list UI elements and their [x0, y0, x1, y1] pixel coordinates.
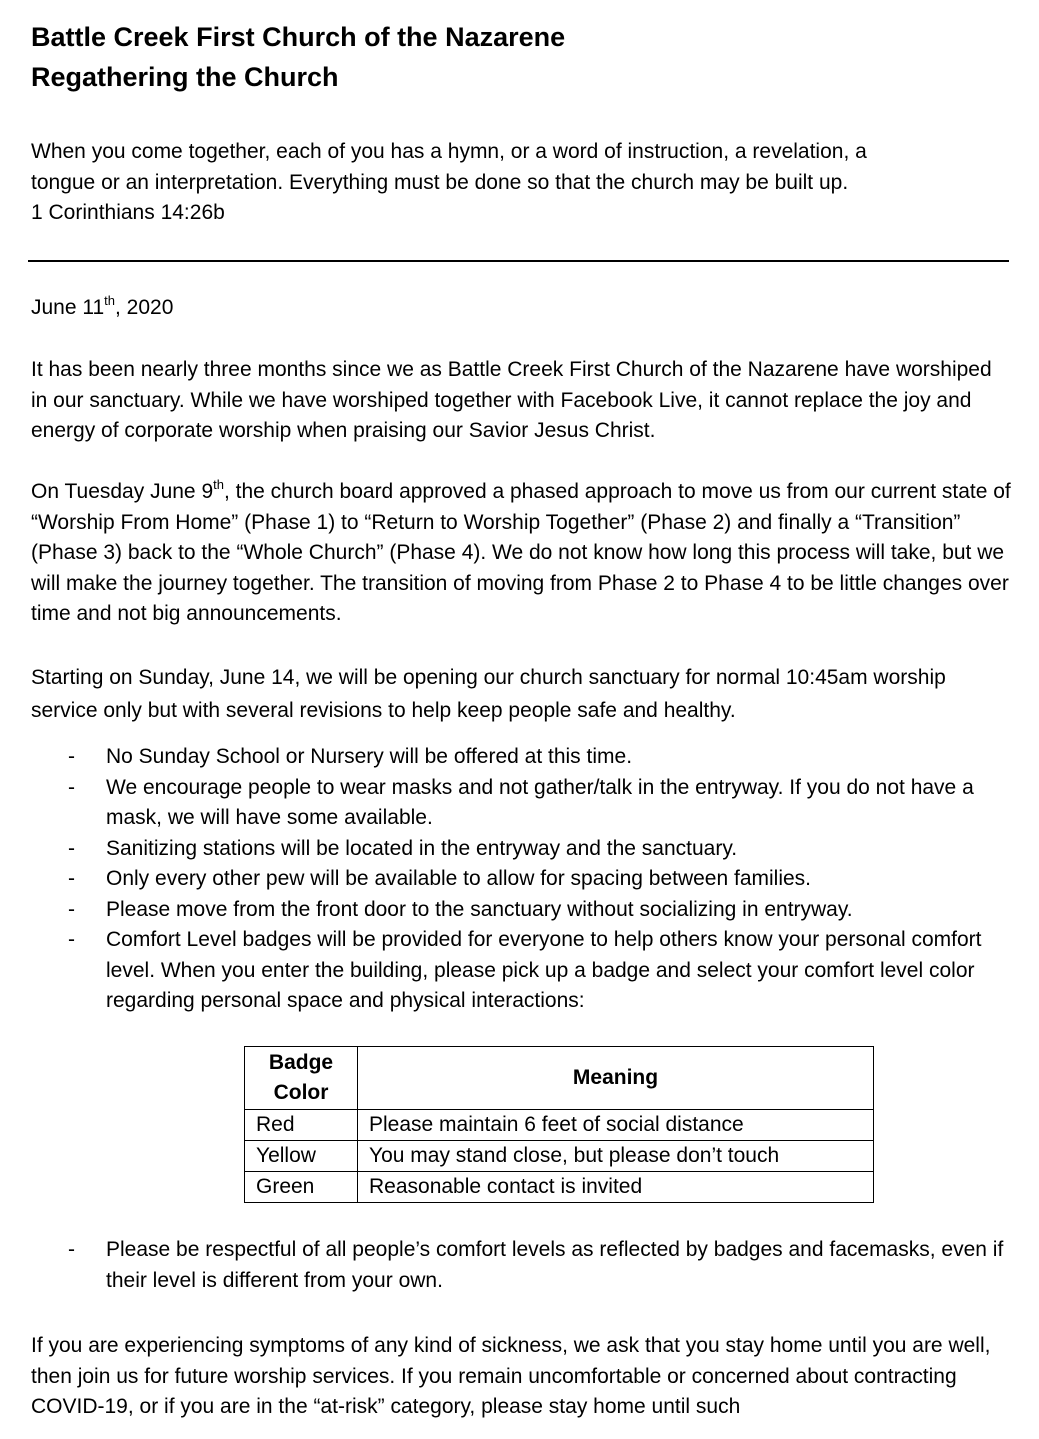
- bullet-dash: -: [68, 928, 75, 951]
- list-item: - Please move from the front door to the sanctuary without socializing in entryway.: [31, 895, 1021, 926]
- list-item: - Sanitizing stations will be located in the entryway and the sanctuary.: [31, 834, 1021, 865]
- bullet-dash: -: [68, 836, 75, 860]
- table-header-badge-color: Badge Color: [245, 1047, 358, 1110]
- scripture-reference: 1 Corinthians 14:26b: [31, 201, 225, 224]
- paragraph-intro: It has been nearly three months since we as Battle Creek First Church of the Nazarene have worshiped in our sanctuary. While we have worshiped together with Facebook Live, it cannot replace the joy and energy of corporate worship when praising our Savior Jesus Christ.: [31, 358, 992, 442]
- document-title: [31, 17, 565, 97]
- table-row: [245, 1141, 874, 1172]
- paragraph-phases: On Tuesday June 9th, the church board approved a phased approach to move us from our current state of “Worship From Home” (Phase 1) to “Return to Worship Together” (Phase 2) and finally a “Transition” (Phase 3) back to the “Whole Church” (Phase 4). We do not know how long this process will take, but we will make the journey together. The transition of moving from Phase 2 to Phase 4 to be little changes over time and not big announcements.: [31, 477, 1011, 625]
- list-item: - We encourage people to wear masks and not gather/talk in the entryway. If you do not have a mask, we will have some available.: [31, 773, 1021, 834]
- list-item: - Comfort Level badges will be provided for everyone to help others know your personal comfort level. When you enter the building, please pick up a badge and select your comfort level color regarding personal space and physical interactions:: [31, 925, 1021, 1017]
- horizontal-divider: [28, 260, 1009, 262]
- guideline-list-continued: [31, 1235, 1021, 1296]
- table-row: [245, 1172, 874, 1203]
- table-header-row: [245, 1047, 874, 1110]
- badge-color-cell: Green: [245, 1172, 358, 1203]
- badge-color-table: [244, 1046, 874, 1203]
- title-church-name: Battle Creek First Church of the Nazarene: [31, 22, 566, 52]
- bullet-dash: -: [68, 897, 75, 921]
- table-header-meaning: Meaning: [358, 1047, 874, 1110]
- badge-meaning-cell: Please maintain 6 feet of social distance: [358, 1110, 874, 1141]
- letter-date: June 11th, 2020: [31, 293, 174, 319]
- list-item: - Please be respectful of all people’s comfort levels as reflected by badges and facemasks, even if their level is different from your own.: [31, 1235, 1021, 1296]
- scripture-quote: When you come together, each of you has a hymn, or a word of instruction, a revelation, a tongue or an interpretation. Everything must be done so that the church may be built up. 1 Corinthians 14:26b: [31, 140, 867, 224]
- badge-color-cell: Yellow: [245, 1141, 358, 1172]
- paragraph-reopening: Starting on Sunday, June 14, we will be opening our church sanctuary for normal 10:45am worship service only but with several revisions to help keep people safe and healthy.: [31, 666, 946, 722]
- bullet-dash: -: [68, 1238, 75, 1261]
- title-subtitle: Regathering the Church: [31, 62, 339, 92]
- guideline-list: [31, 742, 1021, 1017]
- badge-meaning-cell: You may stand close, but please don’t touch: [358, 1141, 874, 1172]
- list-item: - No Sunday School or Nursery will be offered at this time.: [31, 742, 1021, 773]
- badge-meaning-cell: Reasonable contact is invited: [358, 1172, 874, 1203]
- table-row: [245, 1110, 874, 1141]
- bullet-dash: -: [68, 745, 75, 768]
- bullet-dash: -: [68, 775, 75, 799]
- list-item: - Only every other pew will be available to allow for spacing between families.: [31, 864, 1021, 895]
- badge-color-cell: Red: [245, 1110, 358, 1141]
- paragraph-sickness: If you are experiencing symptoms of any kind of sickness, we ask that you stay home until you are well, then join us for future worship services. If you remain uncomfortable or concerned about contracting COVID-19, or if you are in the “at-risk” category, please stay home until such: [31, 1334, 991, 1418]
- bullet-dash: -: [68, 867, 75, 890]
